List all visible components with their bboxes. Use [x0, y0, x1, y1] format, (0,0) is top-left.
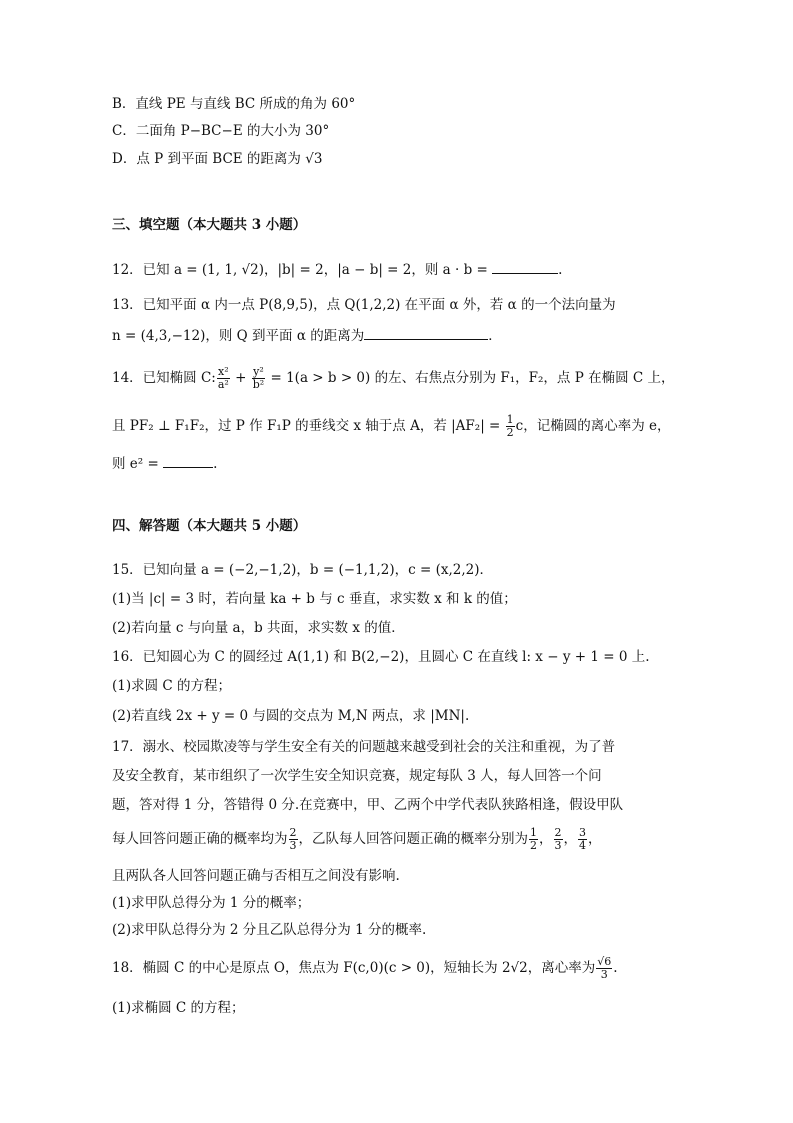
question-16-line2: (1)求圆 C 的方程； [112, 678, 232, 694]
q14-frac-y-den: b² [252, 378, 265, 391]
question-17-line4 [112, 827, 602, 852]
q17-frac-a-den: 3 [289, 839, 297, 852]
question-18-line1 [112, 956, 618, 981]
q17-frac-c [554, 827, 563, 852]
q17-frac-b-den: 2 [530, 839, 537, 852]
question-16-line3: (2)若直线 2x + y = 0 与圆的交点为 M,N 两点，求 |MN|. [112, 708, 470, 724]
question-12: 12．已知 a = (1, 1, √2)，|b| = 2，|a − b| = 2，则 a · b = . [112, 262, 563, 278]
question-13-line1: 13．已知平面 α 内一点 P(8,9,5)，点 Q(1,2,2) 在平面 α 外，若 α 的一个法向量为 [112, 297, 616, 313]
q17-frac-a [289, 827, 298, 852]
option-b: B．直线 PE 与直线 BC 所成的角为 60° [112, 96, 356, 112]
q14-frac-half-den: 2 [506, 426, 514, 439]
q18-end: . [613, 960, 618, 976]
option-c: C．二面角 P−BC−E 的大小为 30° [112, 123, 330, 139]
q17-frac-b [529, 827, 538, 852]
q17-line4-lead: 每人回答问题正确的概率均为 [112, 831, 288, 847]
q14-rest: = 1(a > b > 0) 的左、右焦点分别为 F₁，F₂，点 P 在椭圆 C 上， [266, 370, 675, 386]
q18-frac-den: 3 [600, 968, 608, 981]
question-15-line3: (2)若向量 c 与向量 a，b 共面，求实数 x 的值． [112, 620, 405, 636]
q14-line2-rest: c，记椭圆的离心率为 e， [515, 418, 671, 434]
q12-text: 12．已知 a = (1, 1, √2)，|b| = 2，|a − b| = 2，则 a · b = [112, 262, 493, 278]
question-13-line2: n = (4,3,−12)，则 Q 到平面 α 的距离为 ． [112, 328, 502, 344]
question-15-line1: 15．已知向量 a = (−2,−1,2)，b = (−1,1,2)，c = (x,2,2)． [112, 562, 494, 578]
question-17-line5: 且两队各人回答问题正确与否相互之间没有影响. [112, 868, 400, 884]
q17-sep-2: ， [563, 831, 577, 847]
q14-frac-half [506, 414, 515, 439]
q14-blank [163, 455, 213, 468]
q14-plus: + [230, 370, 251, 386]
q17-frac-d-num: 3 [579, 826, 586, 839]
question-14-line3: 则 e² = . [112, 456, 218, 472]
q18-frac-ecc [596, 956, 612, 981]
q14-frac-half-num: 1 [506, 413, 514, 426]
q13-text: n = (4,3,−12)，则 Q 到平面 α 的距离为 [112, 328, 365, 344]
q17-frac-a-num: 2 [289, 826, 297, 839]
q17-sep-3: ， [588, 831, 602, 847]
q14-frac-y [252, 366, 265, 391]
q17-line4-mid: ，乙队每人回答问题正确的概率分别为 [298, 831, 528, 847]
option-d: D．点 P 到平面 BCE 的距离为 √3 [112, 151, 323, 167]
question-14-line1 [112, 366, 675, 391]
q14-line3-text: 则 e² = [112, 456, 164, 472]
q14-frac-x-den: a² [217, 378, 229, 391]
question-17-line7: (2)求甲队总得分为 2 分且乙队总得分为 1 分的概率. [112, 922, 427, 938]
q12-blank [492, 261, 558, 274]
q13-blank [364, 327, 488, 340]
question-15-line2: (1)当 |c| = 3 时，若向量 ka + b 与 c 垂直，求实数 x 和 k 的值； [112, 591, 517, 607]
q14-lead: 14．已知椭圆 C: [112, 370, 216, 386]
q14-frac-x [217, 366, 230, 391]
q17-sep-1: ， [539, 831, 553, 847]
q17-frac-c-den: 3 [554, 839, 562, 852]
question-16-line1: 16．已知圆心为 C 的圆经过 A(1,1) 和 B(2,−2)，且圆心 C 在直线 l: x − y + 1 = 0 上. [112, 649, 650, 665]
question-14-line2 [112, 414, 671, 439]
question-17-line6: (1)求甲队总得分为 1 分的概率； [112, 895, 311, 911]
question-17-line3: 题，答对得 1 分，答错得 0 分.在竞赛中，甲、乙两个中学代表队狭路相逢，假设甲队 [112, 797, 624, 813]
q17-frac-b-num: 1 [530, 826, 537, 839]
q18-frac-num: √6 [597, 955, 612, 968]
question-17-line2: 及安全教育，某市组织了一次学生安全知识竞赛，规定每队 3 人，每人回答一个问 [112, 768, 602, 784]
q14-frac-y-num: y² [253, 365, 264, 378]
q14-frac-x-num: x² [218, 365, 229, 378]
q17-frac-d-den: 4 [579, 839, 586, 852]
q17-frac-d [578, 827, 587, 852]
q18-lead: 18．椭圆 C 的中心是原点 O，焦点为 F(c,0)(c > 0)，短轴长为 2√2，离心率为 [112, 960, 596, 976]
q17-frac-c-num: 2 [554, 826, 562, 839]
q14-line2-lead: 且 PF₂ ⊥ F₁F₂，过 P 作 F₁P 的垂线交 x 轴于点 A，若 |AF₂| = [112, 418, 505, 434]
section-fill-in: 三、填空题（本大题共 3 小题） [112, 217, 307, 233]
section-answer: 四、解答题（本大题共 5 小题） [112, 518, 307, 534]
question-17-line1: 17．溺水、校园欺凌等与学生安全有关的问题越来越受到社会的关注和重视，为了普 [112, 739, 616, 755]
question-18-line2: (1)求椭圆 C 的方程； [112, 1000, 245, 1016]
